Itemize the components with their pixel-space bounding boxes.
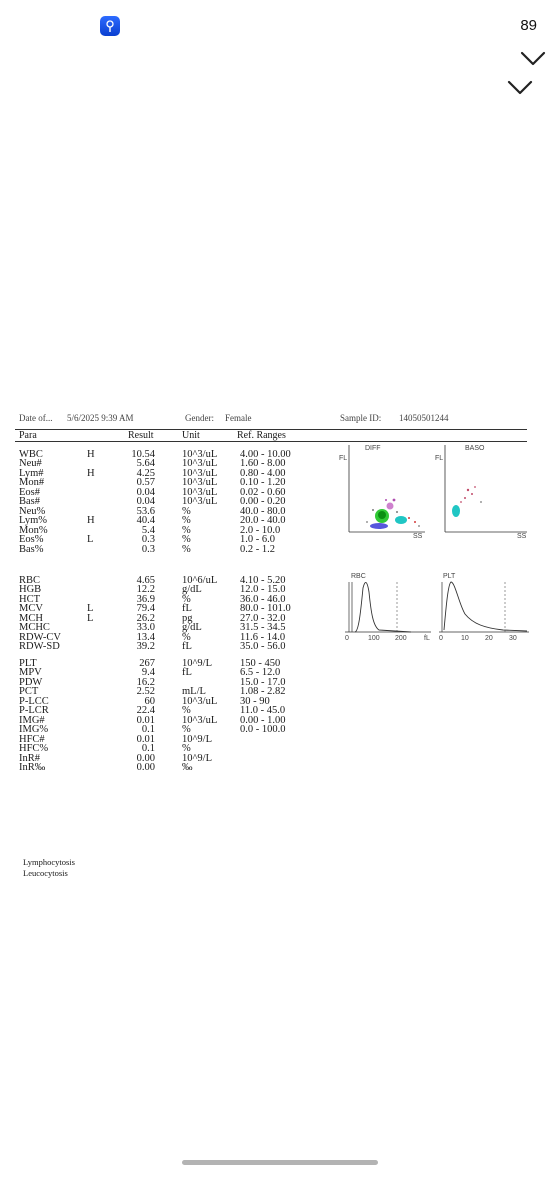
unit: fL [182, 641, 192, 653]
flag: H [87, 467, 95, 479]
param-name: Mon# [19, 477, 45, 489]
unit: % [182, 631, 191, 643]
param-name: MPV [19, 667, 42, 679]
ref-range: 1.0 - 6.0 [240, 534, 275, 546]
ref-range: 0.00 - 0.20 [240, 496, 286, 508]
col-head-para: Para [19, 430, 37, 441]
ref-range: 0.2 - 1.2 [240, 543, 275, 555]
param-name: Lym% [19, 515, 47, 527]
ref-range: 0.80 - 4.00 [240, 467, 286, 479]
flag: H [87, 449, 95, 460]
unit: 10^3/uL [182, 449, 218, 460]
ref-range: 6.5 - 12.0 [240, 667, 281, 679]
ref-range: 80.0 - 101.0 [240, 603, 291, 615]
unit: 10^3/uL [182, 714, 218, 726]
flag: L [87, 612, 94, 624]
param-name: PDW [19, 676, 43, 688]
param-name: Lym# [19, 467, 44, 479]
result-value: 0.04 [136, 486, 155, 498]
plt-tick-10: 10 [461, 635, 469, 642]
unit: 10^6/uL [182, 575, 218, 586]
result-value: 0.1 [141, 743, 155, 755]
ref-range: 35.0 - 56.0 [240, 641, 286, 653]
param-name: P-LCR [19, 705, 49, 717]
ref-range: 150 - 450 [240, 658, 281, 669]
ref-range: 4.00 - 10.00 [240, 449, 291, 460]
col-head-unit: Unit [182, 430, 200, 441]
result-value: 39.2 [136, 641, 155, 653]
result-value: 0.01 [136, 714, 155, 726]
param-name: HFC% [19, 743, 49, 755]
rbc-tick-200: 200 [395, 635, 407, 642]
result-value: 9.4 [141, 667, 155, 679]
table-row [15, 763, 315, 773]
param-name: P-LCC [19, 695, 49, 707]
result-value: 0.1 [141, 724, 155, 736]
plt-tick-30: 30 [509, 635, 517, 642]
date-label: Date of... [19, 413, 53, 423]
param-name: Neu% [19, 505, 46, 517]
result-value: 4.25 [136, 467, 155, 479]
diff-scatter-plot [337, 442, 427, 538]
ref-range: 36.0 - 46.0 [240, 593, 286, 605]
result-value: 13.4 [136, 631, 155, 643]
baso-scatter-plot [435, 442, 530, 538]
unit: 10^9/L [182, 658, 213, 669]
unit: g/dL [182, 622, 202, 634]
flag: L [87, 603, 94, 615]
result-value: 5.64 [136, 458, 155, 470]
param-name: InR# [19, 752, 40, 764]
unit: % [182, 543, 191, 555]
result-value: 5.4 [141, 524, 155, 536]
unit: % [182, 724, 191, 736]
result-value: 40.4 [136, 515, 155, 527]
unit: 10^9/L [182, 752, 213, 764]
rbc-histogram [341, 568, 433, 650]
note-line: Leucocytosis [23, 868, 68, 878]
unit: ‰ [182, 761, 193, 773]
unit: 10^3/uL [182, 467, 218, 479]
chevron-down-icon[interactable] [520, 51, 546, 67]
ref-range: 0.00 - 1.00 [240, 714, 286, 726]
unit: pg [182, 612, 193, 624]
unit: 10^3/uL [182, 695, 218, 707]
ref-range: 12.0 - 15.0 [240, 584, 286, 596]
result-value: 12.2 [136, 584, 155, 596]
result-value: 60 [144, 695, 155, 707]
diff-x-axis-label: SS [413, 533, 423, 540]
app-icon[interactable] [100, 16, 120, 36]
ref-range: 40.0 - 80.0 [240, 505, 286, 517]
rbc-x-unit: fL [424, 635, 430, 642]
ref-range: 0.02 - 0.60 [240, 486, 286, 498]
rbc-title: RBC [351, 573, 366, 580]
result-value: 0.57 [136, 477, 155, 489]
diff-title: DIFF [365, 445, 381, 452]
col-head-result: Result [128, 430, 154, 441]
diff-y-axis-label: FL [339, 455, 348, 462]
baso-title: BASO [465, 445, 485, 452]
rbc-tick-100: 100 [368, 635, 380, 642]
result-value: 0.3 [141, 543, 155, 555]
param-name: InR‰ [19, 761, 46, 773]
report-notes [23, 857, 75, 879]
unit: % [182, 524, 191, 536]
baso-y-axis-label: FL [435, 455, 444, 462]
param-name: IMG% [19, 724, 49, 736]
unit: fL [182, 667, 192, 679]
result-value: 10.54 [131, 449, 155, 460]
param-name: RBC [19, 575, 41, 586]
gender-value: Female [225, 413, 252, 423]
report-header [15, 410, 530, 426]
flag: H [87, 515, 95, 527]
result-value: 0.04 [136, 496, 155, 508]
ref-range: 4.10 - 5.20 [240, 575, 286, 586]
ref-range: 2.0 - 10.0 [240, 524, 281, 536]
table-row [15, 642, 315, 652]
unit: % [182, 505, 191, 517]
result-value: 79.4 [136, 603, 155, 615]
param-name: WBC [19, 449, 43, 460]
unit: g/dL [182, 584, 202, 596]
status-bar [0, 0, 559, 56]
unit: % [182, 534, 191, 546]
result-value: 26.2 [136, 612, 155, 624]
param-name: Mon% [19, 524, 48, 536]
unit: % [182, 743, 191, 755]
ref-range: 1.08 - 2.82 [240, 686, 286, 698]
unit: 10^9/L [182, 733, 213, 745]
date-value: 5/6/2025 9:39 AM [67, 413, 134, 423]
unit: % [182, 705, 191, 717]
sample-id-label: Sample ID: [340, 413, 382, 423]
ref-range: 0.10 - 1.20 [240, 477, 286, 489]
param-name: RDW-SD [19, 641, 60, 653]
ref-range: 11.0 - 45.0 [240, 705, 286, 717]
plt-title: PLT [443, 573, 456, 580]
ref-range: 0.0 - 100.0 [240, 724, 286, 736]
status-time: 89 [520, 17, 537, 34]
plt-tick-20: 20 [485, 635, 493, 642]
ref-range: 11.6 - 14.0 [240, 631, 286, 643]
unit: 10^3/uL [182, 496, 218, 508]
result-value: 267 [139, 658, 155, 669]
result-value: 0.3 [141, 534, 155, 546]
result-value: 16.2 [136, 676, 155, 688]
param-name: Bas# [19, 496, 40, 508]
ref-range: 27.0 - 32.0 [240, 612, 286, 624]
param-name: PLT [19, 658, 37, 669]
col-head-ref: Ref. Ranges [237, 430, 286, 441]
param-name: PCT [19, 686, 39, 698]
unit: % [182, 515, 191, 527]
param-name: HGB [19, 584, 42, 596]
ref-range: 30 - 90 [240, 695, 270, 707]
ref-range: 1.60 - 8.00 [240, 458, 286, 470]
param-name: MCHC [19, 622, 50, 634]
result-value: 2.52 [136, 686, 155, 698]
param-name: Bas% [19, 543, 44, 555]
ref-range: 15.0 - 17.0 [240, 676, 286, 688]
chevron-down-icon[interactable] [507, 80, 533, 96]
result-value: 0.01 [136, 733, 155, 745]
unit: 10^3/uL [182, 458, 218, 470]
param-name: MCV [19, 603, 43, 615]
unit: 10^3/uL [182, 486, 218, 498]
unit: mL/L [182, 686, 206, 698]
result-value: 0.00 [136, 761, 155, 773]
param-name: MCH [19, 612, 43, 624]
param-name: Eos# [19, 486, 40, 498]
param-name: HFC# [19, 733, 45, 745]
param-name: IMG# [19, 714, 45, 726]
result-value: 4.65 [136, 575, 155, 586]
result-value: 36.9 [136, 593, 155, 605]
plt-tick-0: 0 [439, 635, 443, 642]
sample-id-value: 14050501244 [399, 413, 449, 423]
unit: 10^3/uL [182, 477, 218, 489]
param-name: HCT [19, 593, 40, 605]
ref-range: 20.0 - 40.0 [240, 515, 286, 527]
param-name: Eos% [19, 534, 44, 546]
result-value: 53.6 [136, 505, 155, 517]
rbc-tick-0: 0 [345, 635, 349, 642]
param-name: Neu# [19, 458, 42, 470]
table-row [15, 545, 315, 555]
result-value: 0.00 [136, 752, 155, 764]
note-line: Lymphocytosis [23, 857, 75, 867]
gender-label: Gender: [185, 413, 214, 423]
unit: % [182, 593, 191, 605]
home-indicator[interactable] [182, 1160, 378, 1165]
baso-x-axis-label: SS [517, 533, 527, 540]
result-value: 33.0 [136, 622, 155, 634]
unit: fL [182, 603, 192, 615]
plt-histogram [435, 568, 530, 650]
result-value: 22.4 [136, 705, 155, 717]
flag: L [87, 534, 94, 546]
param-name: RDW-CV [19, 631, 61, 643]
ref-range: 31.5 - 34.5 [240, 622, 286, 634]
